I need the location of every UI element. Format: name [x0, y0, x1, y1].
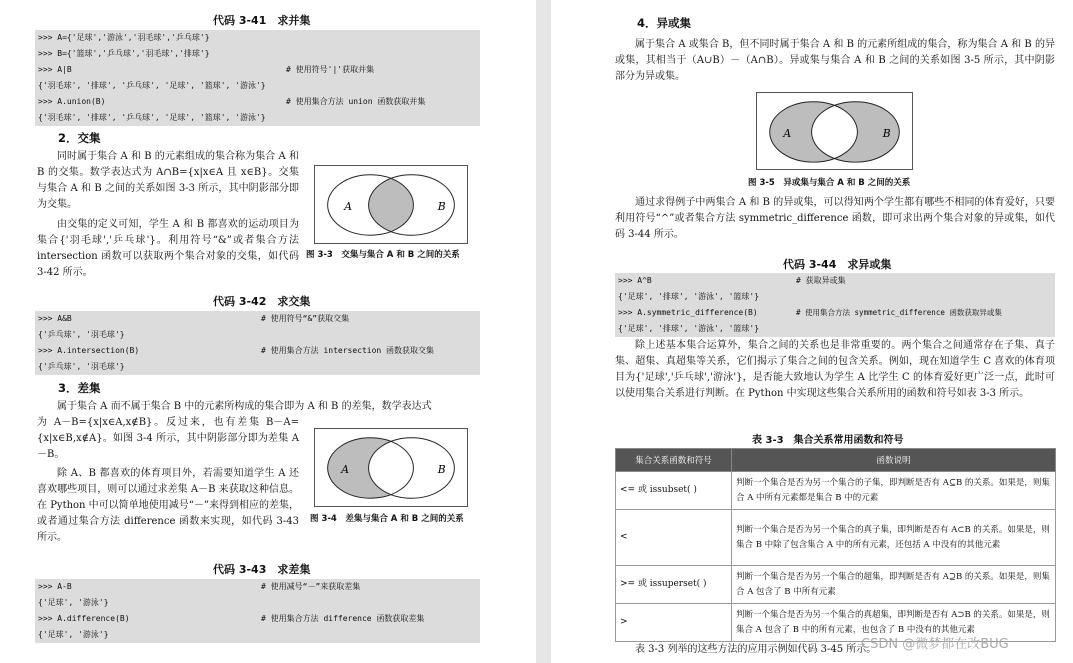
set-relations-table	[615, 448, 1056, 642]
venn-symmetric-difference	[756, 92, 913, 170]
table-cell-op: <= 或 issubset( )	[616, 472, 732, 510]
venn-intersection	[314, 165, 468, 244]
set-relations-paragraph: 除上述基本集合运算外，集合之间的关系也是非常重要的。两个集合之间通常存在子集、真子集、超集、真超集等关系，它们揭示了集合之间的包含关系。例如，现在知道学生 C 喜欢的体育项目为{'足球','乒乓球','游泳'}，是否能大致地认为学生 A 比学生 C 的体育爱好更广泛一点，此时可以使用集合关系进行判断。在 Python 中实现这些集合关系所用的函数和符号如表 3-3 所示。	[615, 340, 1055, 399]
code-line	[38, 311, 477, 327]
code-comment: # 使用集合方法 intersection 函数获取交集	[261, 346, 435, 355]
figure-3-3-caption: 图 3-3 交集与集合 A 和 B 之间的关系	[306, 250, 460, 260]
code-text: >>> A.difference(B)	[38, 614, 130, 623]
code-3-44-title: 代码 3-44 求异或集	[783, 258, 892, 271]
code-text: {'足球', '排球', '游泳', '篮球'}	[618, 292, 760, 301]
code-line	[38, 343, 477, 359]
table-row	[616, 566, 1056, 604]
code-line	[38, 46, 477, 62]
code-text: >>> A.intersection(B)	[38, 346, 140, 355]
code-comment: # 使用集合方法 symmetric_difference 函数获取异或集	[796, 308, 1002, 317]
venn-symmetric-difference-svg	[757, 93, 912, 169]
intersection-explanation: 由交集的定义可知，学生 A 和 B 都喜欢的运动项目为集合{'羽毛球','乒乓球'}。利用符号“&”或者集合方法 intersection 函数可以获取两个集合对象的交集，如代码 3-42 所示。	[37, 219, 299, 278]
code-line	[38, 327, 477, 343]
table-cell-op: >= 或 issuperset( )	[616, 566, 732, 604]
difference-definition-rest: 为 A－B={x|x∈A,x∉B}。反过来，也有差集 B－A={x|x∈B,x∉A}。如图 3-4 所示，其中阴影部分即为差集 A－B。	[37, 417, 299, 460]
section-heading-difference: 3．差集	[58, 381, 101, 395]
set-b-label: B	[437, 199, 446, 213]
code-text: {'羽毛球', '排球', '乒乓球', '足球', '篮球', '游泳'}	[38, 113, 266, 122]
venn-intersection-svg	[315, 166, 467, 243]
venn-difference-svg	[315, 429, 467, 506]
symmetric-difference-definition: 属于集合 A 或集合 B，但不同时属于集合 A 和 B 的元素所组成的集合，称为集合 A 和 B 的异或集，其相当于（A∪B）－（A∩B）。异或集与集合 A 和 B 之间的关系如图 3-5 所示，其中阴影部分为异或集。	[615, 39, 1055, 82]
code-3-43-block	[35, 579, 480, 643]
set-b-label: B	[437, 462, 446, 476]
code-comment: # 使用集合方法 union 函数获取并集	[286, 97, 426, 106]
code-3-44-block	[615, 273, 1055, 337]
venn-difference	[314, 428, 468, 507]
set-a-label: A	[341, 462, 350, 476]
code-3-42-title: 代码 3-42 求交集	[213, 295, 311, 308]
code-comment: # 使用符号“&”获取交集	[261, 314, 350, 323]
set-b-label: B	[882, 126, 891, 140]
table-header-cell: 函数说明	[732, 449, 1056, 472]
code-text: {'乒乓球', '羽毛球'}	[38, 362, 125, 371]
difference-explanation: 除 A、B 都喜欢的体育项目外，若需要知道学生 A 还喜欢哪些项目，则可以通过求差集 A－B 来获取这种信息。在 Python 中可以简单地使用减号“－”来得到相应的差集，或者通过集合方法 difference 函数来实现，如代码 3-43 所示。	[37, 468, 299, 543]
code-comment: # 使用集合方法 difference 函数获取差集	[261, 614, 425, 623]
table-cell-desc: 判断一个集合是否为另一个集合的真子集，即判断是否有 A⊂B 的关系。如果是，则集合 B 中除了包含集合 A 中的所有元素，还包括 A 中没有的其他元素	[732, 510, 1056, 566]
figure-3-5-caption: 图 3-5 异或集与集合 A 和 B 之间的关系	[748, 178, 911, 188]
table-header-cell: 集合关系函数和符号	[616, 449, 732, 472]
code-line	[38, 595, 477, 611]
table-cell-op: >	[616, 604, 732, 642]
section-heading-intersection: 2．交集	[58, 131, 101, 145]
table-cell-desc: 判断一个集合是否为另一个集合的真超集，即判断是否有 A⊃B 的关系。如果是，则集合 A 包含了 B 中的所有元素，也包含了 B 中没有的其他元素	[732, 604, 1056, 642]
code-3-41-title: 代码 3-41 求并集	[213, 14, 311, 27]
section-heading-symmetric-difference: 4．异或集	[637, 16, 692, 30]
code-line	[38, 359, 477, 375]
code-line	[618, 321, 1052, 337]
table-usage-note: 表 3-3 列举的这些方法的应用示例如代码 3-45 所示。	[635, 644, 877, 655]
code-text: {'足球', '游泳'}	[38, 630, 109, 639]
code-text: >>> A-B	[38, 582, 72, 591]
code-text: >>> A|B	[38, 65, 72, 74]
code-3-42-block	[35, 311, 480, 375]
code-line	[38, 62, 477, 78]
symmetric-difference-explanation: 通过求得例子中两集合 A 和 B 的异或集，可以得知两个学生都有哪些不相同的体育爱好，只要利用符号“^”或者集合方法 symmetric_difference 函数，即可求出两个集合对象的异或集，如代码 3-44 所示。	[615, 197, 1055, 240]
code-comment: # 使用减号“－”来获取差集	[261, 582, 361, 591]
code-line	[618, 289, 1052, 305]
table-row	[616, 472, 1056, 510]
set-a-label: A	[344, 199, 352, 213]
code-text: {'足球', '游泳'}	[38, 598, 109, 607]
code-line	[38, 579, 477, 595]
code-text: >>> A^B	[618, 276, 652, 285]
code-text: >>> A&B	[38, 314, 72, 323]
code-line	[38, 30, 477, 46]
code-line	[38, 78, 477, 94]
left-page	[0, 0, 536, 663]
code-line	[38, 627, 477, 643]
difference-definition-line1: 属于集合 A 而不属于集合 B 中的元素所构成的集合即为 A 和 B 的差集，数学表达式	[57, 401, 432, 412]
set-a-label: A	[783, 126, 792, 140]
right-page	[551, 0, 1073, 663]
code-line	[618, 305, 1052, 321]
code-text: {'乒乓球', '羽毛球'}	[38, 330, 125, 339]
code-3-41-block	[35, 30, 480, 126]
code-line	[38, 94, 477, 110]
code-comment: # 使用符号'|'获取并集	[286, 65, 375, 74]
code-3-43-title: 代码 3-43 求差集	[213, 563, 311, 576]
table-cell-op: <	[616, 510, 732, 566]
code-text: >>> A={'足球','游泳','羽毛球','乒乓球'}	[38, 33, 210, 42]
intersection-definition: 同时属于集合 A 和 B 的元素组成的集合称为集合 A 和 B 的交集。数学表达式为 A∩B={x|x∈A 且 x∈B}。交集与集合 A 和 B 之间的关系如图 3-3 所示，其中阴影部分即为交集。	[37, 151, 299, 210]
code-text: >>> A.symmetric_difference(B)	[618, 308, 758, 317]
code-text: {'足球', '排球', '游泳', '篮球'}	[618, 324, 760, 333]
table-3-3-title: 表 3-3 集合关系常用函数和符号	[752, 435, 904, 446]
code-line	[38, 110, 477, 126]
watermark: CSDN @微梦都在改BUG	[861, 637, 1009, 652]
code-text: >>> B={'篮球','乒乓球','羽毛球','排球'}	[38, 49, 210, 58]
table-cell-desc: 判断一个集合是否为另一个集合的子集，即判断是否有 A⊆B 的关系。如果是，则集合 A 中所有元素都是集合 B 中的元素	[732, 472, 1056, 510]
table-row	[616, 510, 1056, 566]
figure-3-4-caption: 图 3-4 差集与集合 A 和 B 之间的关系	[310, 514, 464, 524]
code-line	[618, 273, 1052, 289]
table-cell-desc: 判断一个集合是否为另一个集合的超集，即判断是否有 A⊇B 的关系。如果是，则集合 A 包含了 B 中所有元素	[732, 566, 1056, 604]
code-line	[38, 611, 477, 627]
code-comment: # 获取异或集	[796, 276, 846, 285]
code-text: {'羽毛球', '排球', '乒乓球', '足球', '篮球', '游泳'}	[38, 81, 266, 90]
table-header-row	[616, 449, 1056, 472]
code-text: >>> A.union(B)	[38, 97, 106, 106]
